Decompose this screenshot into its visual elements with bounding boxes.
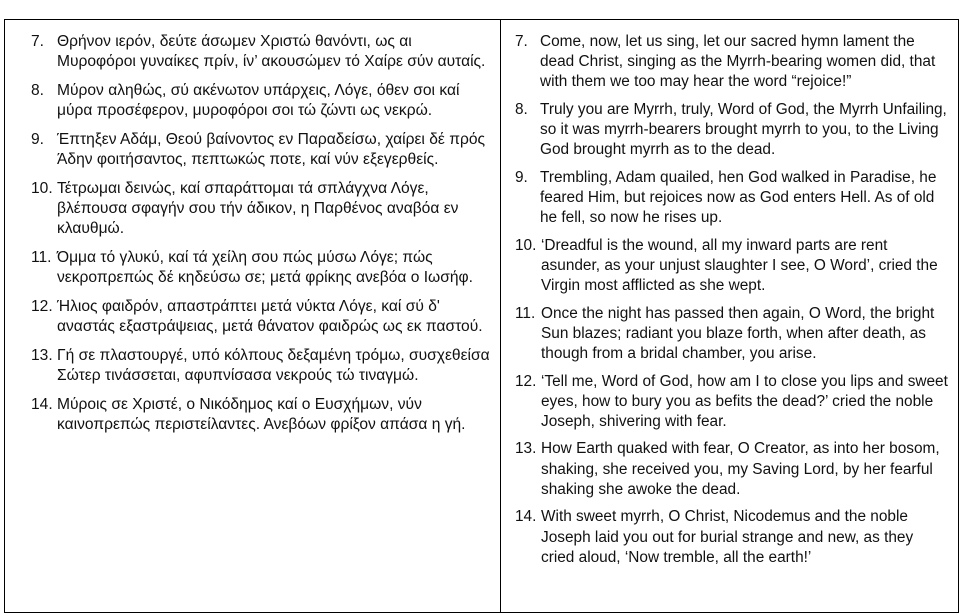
english-verse [515,439,950,500]
english-verse-text: Trembling, Adam quailed, hen God walked in Paradise, he feared Him, but rejoices now as God enters Hell. As of old he fell, so now he rises up. [540,168,937,227]
english-verse-text: With sweet myrrh, O Christ, Nicodemus and the noble Joseph laid you out for burial strange and new, as they cried aloud, ‘Now tremble, all the earth!’ [541,508,914,566]
greek-verse [31,32,492,73]
english-verse [515,304,950,365]
english-verse [515,236,950,297]
english-verse-number: 14. [515,508,537,526]
greek-verse-text: Θρήνον ιερόν, δεύτε άσωμεν Χριστώ θανόντι, ως αι Μυροφόροι γυναίκες πρίν, ίν’ ακουσώμεν τό Χαίρε σύν αυταίς. [57,33,486,71]
english-verse-number: 10. [515,236,537,254]
greek-verse [31,346,492,387]
bilingual-hymn-table [4,19,959,613]
english-verse [515,100,950,161]
greek-verse [31,81,492,122]
english-verse [515,32,950,93]
english-verse-number: 12. [515,372,537,390]
greek-verse-text: Γή σε πλαστουργέ, υπό κόλπους δεξαμένη τρόμω, συσχεθείσα Σώτερ τινάσσεται, αφυπνίσασα νεκρούς τώ τιναγμώ. [57,346,490,384]
greek-verse-text: Μύρον αληθώς, σύ ακένωτον υπάρχεις, Λόγε, όθεν σοι καί μύρα προσέφερον, μυροφόροι σοι τώ ζώντι ως νεκρώ. [57,81,460,120]
english-verse [515,507,950,568]
greek-verse-number: 10. [31,179,53,197]
greek-verse [31,297,492,338]
english-column [501,20,958,612]
greek-verse [31,130,492,171]
english-verse-number: 11. [515,304,536,322]
greek-verse-number: 9. [31,130,45,148]
greek-verse [31,248,492,289]
greek-verse-text: Έπτηξεν Αδάμ, Θεού βαίνοντος εν Παραδείσω, χαίρει δέ πρός Άδην φοιτήσαντος, πεπτωκώς ποτε, καί νύν εξεγερθείς. [57,130,486,169]
greek-verse-number: 11. [31,248,52,266]
greek-column [5,20,501,612]
english-verse-number: 9. [515,168,528,186]
greek-verse-text: Μύροις σε Χριστέ, ο Νικόδημος καί ο Ευσχήμων, νύν καινοπρεπώς περιστείλαντες. Ανεβόων φρίξον απάσα η γή. [57,395,466,433]
greek-verse-text: Ήλιος φαιδρόν, απαστράπτει μετά νύκτα Λόγε, καί σύ δ' αναστάς εξαστράψειας, μετά θάνατον φαιδρώς ως εκ παστού. [57,297,483,336]
greek-verse-number: 14. [31,395,53,413]
greek-verse-number: 13. [31,346,53,364]
greek-verse [31,395,492,436]
greek-verse-number: 7. [31,33,45,50]
greek-verse-number: 12. [31,297,53,315]
english-verse-text: Once the night has passed then again, O Word, the bright Sun blazes; radiant you blaze forth, when after death, as though from a bridal chamber, you arise. [541,304,935,363]
english-verse-text: Truly you are Myrrh, truly, Word of God, the Myrrh Unfailing, so it was myrrh-bearers brought myrrh to you, to the Living God brought myrrh as to the dead. [540,100,947,159]
greek-verse [31,179,492,240]
greek-verse-text: Όμμα τό γλυκύ, καί τά χείλη σου πώς μύσω Λόγε; πώς νεκροπρεπώς δέ κηδεύσω σε; μετά φρίκης ανεβόα ο Ιωσήφ. [57,248,473,287]
english-verse-number: 7. [515,33,528,50]
greek-verse-number: 8. [31,81,45,99]
english-verse-number: 8. [515,100,528,118]
english-verse-text: ‘Dreadful is the wound, all my inward parts are rent asunder, as your unjust slaughter I see, O Word’, cried the Virgin most afflicted as she wept. [541,236,938,295]
english-verse [515,168,950,229]
english-verse-text: How Earth quaked with fear, O Creator, as into her bosom, shaking, she received you, my Saving Lord, by her fearful shaking she awoke the dead. [541,440,940,498]
english-verse-text: Come, now, let us sing, let our sacred hymn lament the dead Christ, singing as the Myrrh-bearing women did, that with them we too may hear the word “rejoice!” [540,33,936,91]
english-verse [515,372,950,433]
english-verse-text: ‘Tell me, Word of God, how am I to close you lips and sweet eyes, how to bury you as befits the dead?’ cried the noble Joseph, shivering with fear. [541,372,948,430]
greek-verse-text: Τέτρωμαι δεινώς, καί σπαράττομαι τά σπλάγχνα Λόγε, βλέπουσα σφαγήν σου τήν άδικον, η Παρθένος αναβόα εν κλαυθμώ. [57,179,459,238]
english-verse-number: 13. [515,440,537,458]
